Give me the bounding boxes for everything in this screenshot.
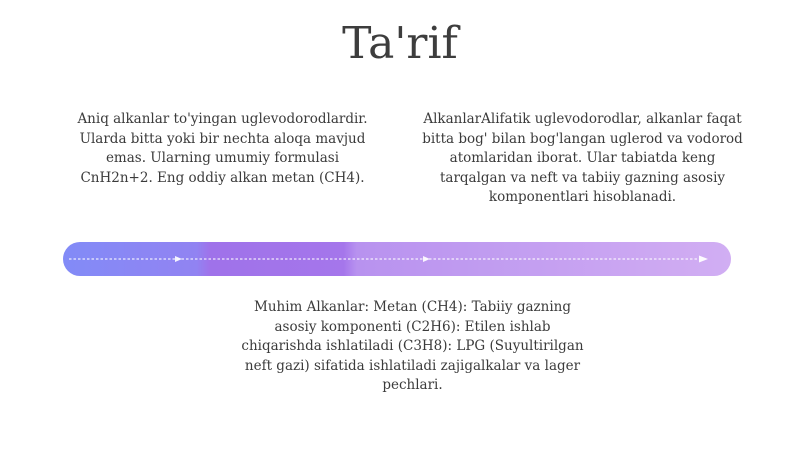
text-block-left: Aniq alkanlar to'yingan uglevodorodlardir. Ularda bitta yoki bir nechta aloqa mavjud emas. Ularning umumiy formulasi CnH2n+2. Eng oddiy alkan metan (CH4). xyxy=(77,111,368,186)
timeline-graphic xyxy=(63,240,731,278)
slide-title: Ta'rif xyxy=(342,18,458,69)
timeline-bar xyxy=(63,240,731,278)
text-block-right: AlkanlarAlifatik uglevodorodlar, alkanlar faqat bitta bog' bilan bog'langan uglerod va vodorod atomlaridan iborat. Ular tabiatda keng tarqalgan va neft va tabiiy gazning asosiy komponentlari hisoblanadi. xyxy=(422,111,743,205)
text-block-bottom: Muhim Alkanlar: Metan (CH4): Tabiiy gazning asosiy komponenti (C2H6): Etilen ishlab chiqarishda ishlatiladi (C3H8): LPG (Suyultirilgan neft gazi) sifatida ishlatiladi zajigalkalar va lager pechlari. xyxy=(241,299,584,393)
timeline-glow xyxy=(63,242,731,276)
